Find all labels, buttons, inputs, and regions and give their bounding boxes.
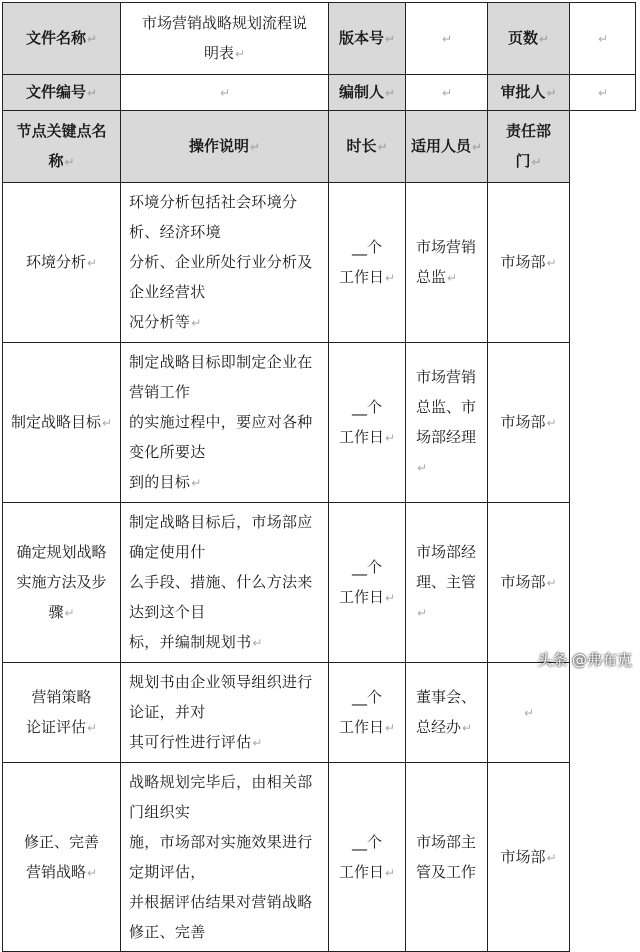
file-name-value-cell: [121, 3, 329, 75]
file-name-label-cell: 文件名称↵: [3, 3, 121, 75]
column-header-row: [3, 111, 636, 183]
file-no-value-cell: ↵: [121, 75, 329, 111]
approver-label-cell: 审批人↵: [488, 75, 570, 111]
col-people-header: 适用人员↵: [406, 111, 488, 183]
page-value-cell: ↵: [570, 3, 636, 75]
table-row: [3, 663, 636, 763]
page-label-cell: 页数↵: [488, 3, 570, 75]
node-name-cell: 修正、完善 营销战略↵: [3, 763, 121, 952]
dept-cell: 市场部↵: [488, 183, 570, 343]
dept-cell: ↵: [488, 663, 570, 763]
col-operation-header: 操作说明↵: [121, 111, 329, 183]
node-name-cell: 环境分析↵: [3, 183, 121, 343]
editor-label: 编制人: [338, 83, 384, 101]
operation-desc-cell: 制定战略目标后，市场部应确定使用什 么手段、措施、什么方法来达到这个目 标，并编制规划书↵: [121, 503, 329, 663]
file-name-label: 文件名称: [25, 29, 86, 47]
people-cell: 市场营销 总监↵: [406, 183, 488, 343]
version-label: 版本号: [338, 29, 384, 47]
table-row: [3, 343, 636, 503]
people-cell: 市场部主 管及工作: [406, 763, 488, 952]
file-no-label-cell: 文件编号↵: [3, 75, 121, 111]
people-cell: 市场部经 理、主管↵: [406, 503, 488, 663]
file-name-value-line-1: 市场营销战略规划流程说: [141, 14, 307, 32]
operation-desc-cell: 规划书由企业领导组织进行论证，并对 其可行性进行评估↵: [121, 663, 329, 763]
node-name-cell: 制定战略目标↵: [3, 343, 121, 503]
editor-label-cell: 编制人↵: [329, 75, 406, 111]
duration-cell: __个 工作日↵: [329, 183, 406, 343]
people-cell: 董事会、 总经办↵: [406, 663, 488, 763]
duration-cell: __个 工作日↵: [329, 503, 406, 663]
file-name-value-line-2: 明表↵: [203, 44, 246, 62]
table-row: [3, 503, 636, 663]
header-row-1: [3, 3, 636, 75]
approver-label: 审批人: [500, 83, 546, 101]
editor-value-cell: ↵: [406, 75, 488, 111]
node-name-cell: 营销策略 论证评估↵: [3, 663, 121, 763]
dept-cell: 市场部↵: [488, 763, 570, 952]
people-cell: 市场营销 总监、市 场部经理↵: [406, 343, 488, 503]
operation-desc-cell: 环境分析包括社会环境分析、经济环境 分析、企业所处行业分析及企业经营状 况分析等↵: [121, 183, 329, 343]
duration-cell: __个 工作日↵: [329, 763, 406, 952]
dept-cell: 市场部↵: [488, 503, 570, 663]
duration-cell: __个 工作日↵: [329, 663, 406, 763]
operation-desc-cell: 制定战略目标即制定企业在营销工作 的实施过程中，要应对各种变化所要达 到的目标↵: [121, 343, 329, 503]
col-dept-header: 责任部 门↵: [488, 111, 570, 183]
col-node-header: 节点关键点名 称↵: [3, 111, 121, 183]
approver-value-cell: ↵: [570, 75, 636, 111]
col-duration-header: 时长↵: [329, 111, 406, 183]
page-label: 页数: [507, 29, 538, 47]
watermark: 头条 @弗布克: [537, 651, 632, 669]
table-row: [3, 763, 636, 952]
node-name-cell: 确定规划战略 实施方法及步 骤↵: [3, 503, 121, 663]
process-table: [2, 2, 636, 952]
header-row-2: [3, 75, 636, 111]
version-value-cell: ↵: [406, 3, 488, 75]
dept-cell: 市场部↵: [488, 343, 570, 503]
version-label-cell: 版本号↵: [329, 3, 406, 75]
operation-desc-cell: 战略规划完毕后，由相关部门组织实 施，市场部对实施效果进行定期评估， 并根据评估结果对营销战略修正、完善: [121, 763, 329, 952]
duration-cell: __个 工作日↵: [329, 343, 406, 503]
file-no-label: 文件编号: [25, 83, 86, 101]
table-row: [3, 183, 636, 343]
